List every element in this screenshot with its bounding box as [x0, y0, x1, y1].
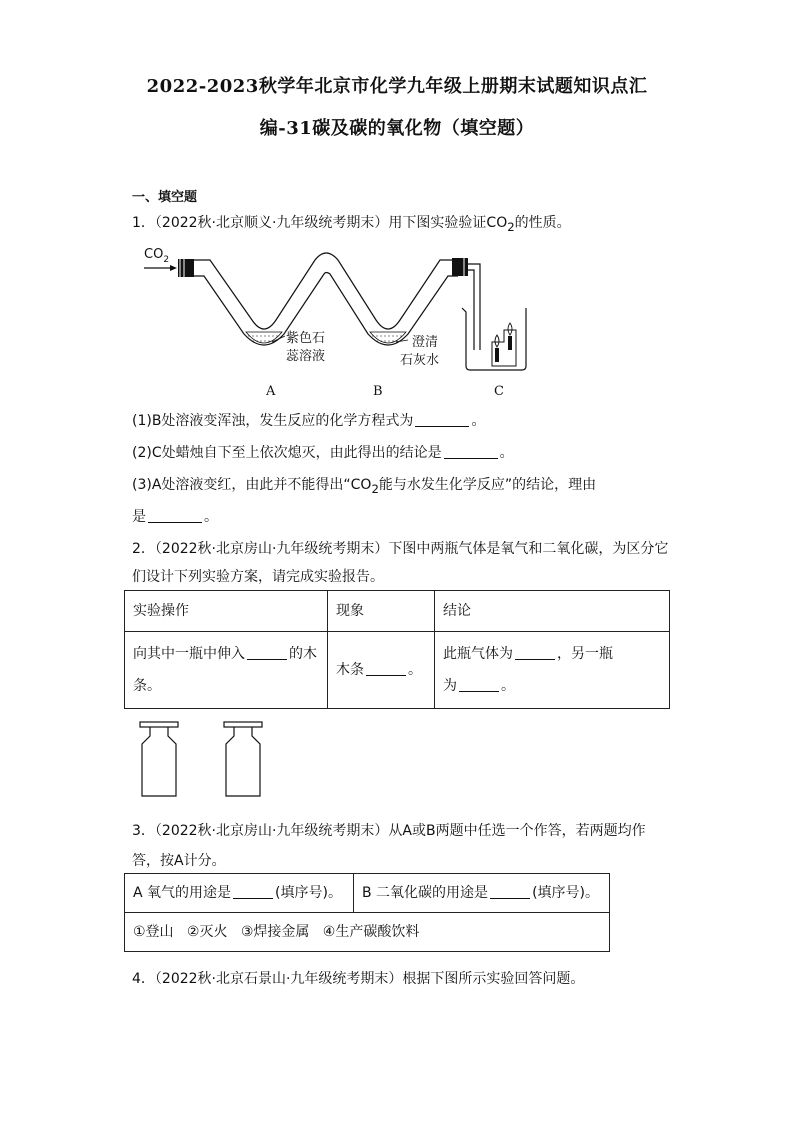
- upper-flame-icon: [508, 323, 512, 335]
- label-C: C: [494, 384, 504, 399]
- operation-text: 向其中一瓶中伸入: [133, 646, 245, 662]
- q1-sub3-cont-end: 。: [204, 509, 218, 525]
- option-a-cell: [125, 874, 354, 913]
- phenomenon-cell: [328, 632, 435, 709]
- gas-bottles-figure: [138, 720, 278, 800]
- answer-blank[interactable]: [459, 677, 499, 692]
- limewater-label-1: 澄清: [412, 335, 439, 350]
- answer-blank[interactable]: [515, 645, 555, 660]
- upper-candle: [508, 336, 512, 350]
- option-a-text: A 氧气的用途是: [133, 885, 232, 901]
- operation-cell: [125, 632, 328, 709]
- conclusion-text: 此瓶气体为: [443, 646, 513, 662]
- option-a-text-end: (填序号)。: [275, 885, 342, 901]
- q2-stem-line-1: 2．（2022秋·北京房山·九年级统考期末）下图中两瓶气体是氧气和二氧化碳，为区分它: [132, 541, 669, 557]
- q1-sub2: [132, 442, 514, 462]
- conclusion-text-mid: ，另一瓶: [557, 646, 613, 662]
- table-header-cell: 结论: [435, 591, 670, 632]
- uses-table: [124, 873, 610, 952]
- option-item: ③焊接金属: [240, 924, 310, 940]
- answer-blank[interactable]: [148, 508, 202, 523]
- q1-apparatus-figure: [140, 238, 540, 404]
- options-cell: [125, 913, 610, 952]
- q4-stem: 4．（2022秋·北京石景山·九年级统考期末）根据下图所示实验回答问题。: [132, 971, 585, 987]
- q1-sub2-end: 。: [499, 445, 514, 461]
- answer-blank[interactable]: [490, 884, 530, 899]
- title-line-2: 编-31碳及碳的氧化物（填空题）: [259, 118, 535, 139]
- operation-text-end: 的木: [289, 646, 317, 662]
- section-heading: 一、填空题: [132, 190, 198, 205]
- table-row: [125, 874, 610, 913]
- option-item: ②灭火: [186, 924, 228, 940]
- answer-blank[interactable]: [247, 645, 287, 660]
- gas-bottle-left: [140, 722, 178, 796]
- table-row: [125, 913, 610, 952]
- arrow-head-icon: [170, 265, 177, 271]
- q1-sub3: [132, 474, 596, 496]
- title-line-1: 2022-2023秋学年北京市化学九年级上册期末试题知识点汇: [146, 76, 648, 97]
- option-item: ①登山: [133, 924, 174, 940]
- q1-stem: [132, 212, 571, 234]
- answer-blank[interactable]: [444, 444, 498, 459]
- conclusion-text-end: 。: [501, 678, 515, 694]
- q1-sub1: [132, 410, 485, 430]
- phenomenon-text: 木条: [336, 662, 364, 678]
- q1-sub3-subscript: 2: [371, 481, 379, 496]
- option-b-text-end: (填序号)。: [532, 885, 599, 901]
- q1-stem-text: 1．（2022秋·北京顺义·九年级统考期末）用下图实验验证CO: [132, 215, 508, 231]
- table-header-row: [125, 591, 670, 632]
- limewater-label-2: 石灰水: [400, 353, 440, 368]
- lower-flame-icon: [495, 335, 499, 347]
- co2-label: $CO_2$: [144, 247, 170, 265]
- option-b-text: B 二氧化碳的用途是: [362, 885, 489, 901]
- table-header-cell: 实验操作: [125, 591, 328, 632]
- q1-sub1-end: 。: [471, 413, 486, 429]
- table-header-cell: 现象: [328, 591, 435, 632]
- q2-stem-line-2: 们设计下列实验方案，请完成实验报告。: [132, 569, 384, 585]
- experiment-report-table: [124, 590, 670, 709]
- litmus-label-1: 紫色石: [286, 331, 326, 346]
- q1-sub2-text: (2)C处蜡烛自下至上依次熄灭，由此得出的结论是: [132, 445, 442, 461]
- table-row: [125, 632, 670, 709]
- answer-blank[interactable]: [233, 884, 273, 899]
- answer-blank[interactable]: [415, 412, 469, 427]
- option-item: ④生产碳酸饮料: [322, 924, 420, 940]
- right-stopper: [452, 258, 468, 276]
- operation-text-line-2: 条。: [133, 678, 161, 694]
- q1-sub3-text: (3)A处溶液变红，由此并不能得出“CO: [132, 477, 372, 493]
- q3-stem-line-1: 3．（2022秋·北京房山·九年级统考期末）从A或B两题中任选一个作答，若两题均作: [132, 823, 646, 839]
- q1-sub1-text: (1)B处溶液变浑浊，发生反应的化学方程式为: [132, 413, 414, 429]
- q1-sub3-continued: [132, 506, 218, 526]
- w-tube-outer: [194, 253, 458, 329]
- litmus-label-2: 蕊溶液: [286, 349, 326, 364]
- q3-stem-line-2: 答，按A计分。: [132, 853, 226, 869]
- label-A: A: [266, 384, 276, 399]
- conclusion-cell: [435, 632, 670, 709]
- phenomenon-text-end: 。: [408, 662, 422, 678]
- conclusion-text-line-2: 为: [443, 678, 457, 694]
- answer-blank[interactable]: [366, 661, 406, 676]
- lower-candle: [495, 348, 499, 362]
- q1-sub3-text-end: 能与水发生化学反应”的结论，理由: [378, 477, 597, 493]
- q1-stem-subscript: 2: [507, 219, 515, 234]
- q1-stem-text-end: 的性质。: [514, 215, 571, 231]
- label-B: B: [373, 384, 383, 399]
- option-b-cell: [354, 874, 610, 913]
- gas-bottle-right: [224, 722, 262, 796]
- q1-sub3-cont-text: 是: [132, 509, 146, 525]
